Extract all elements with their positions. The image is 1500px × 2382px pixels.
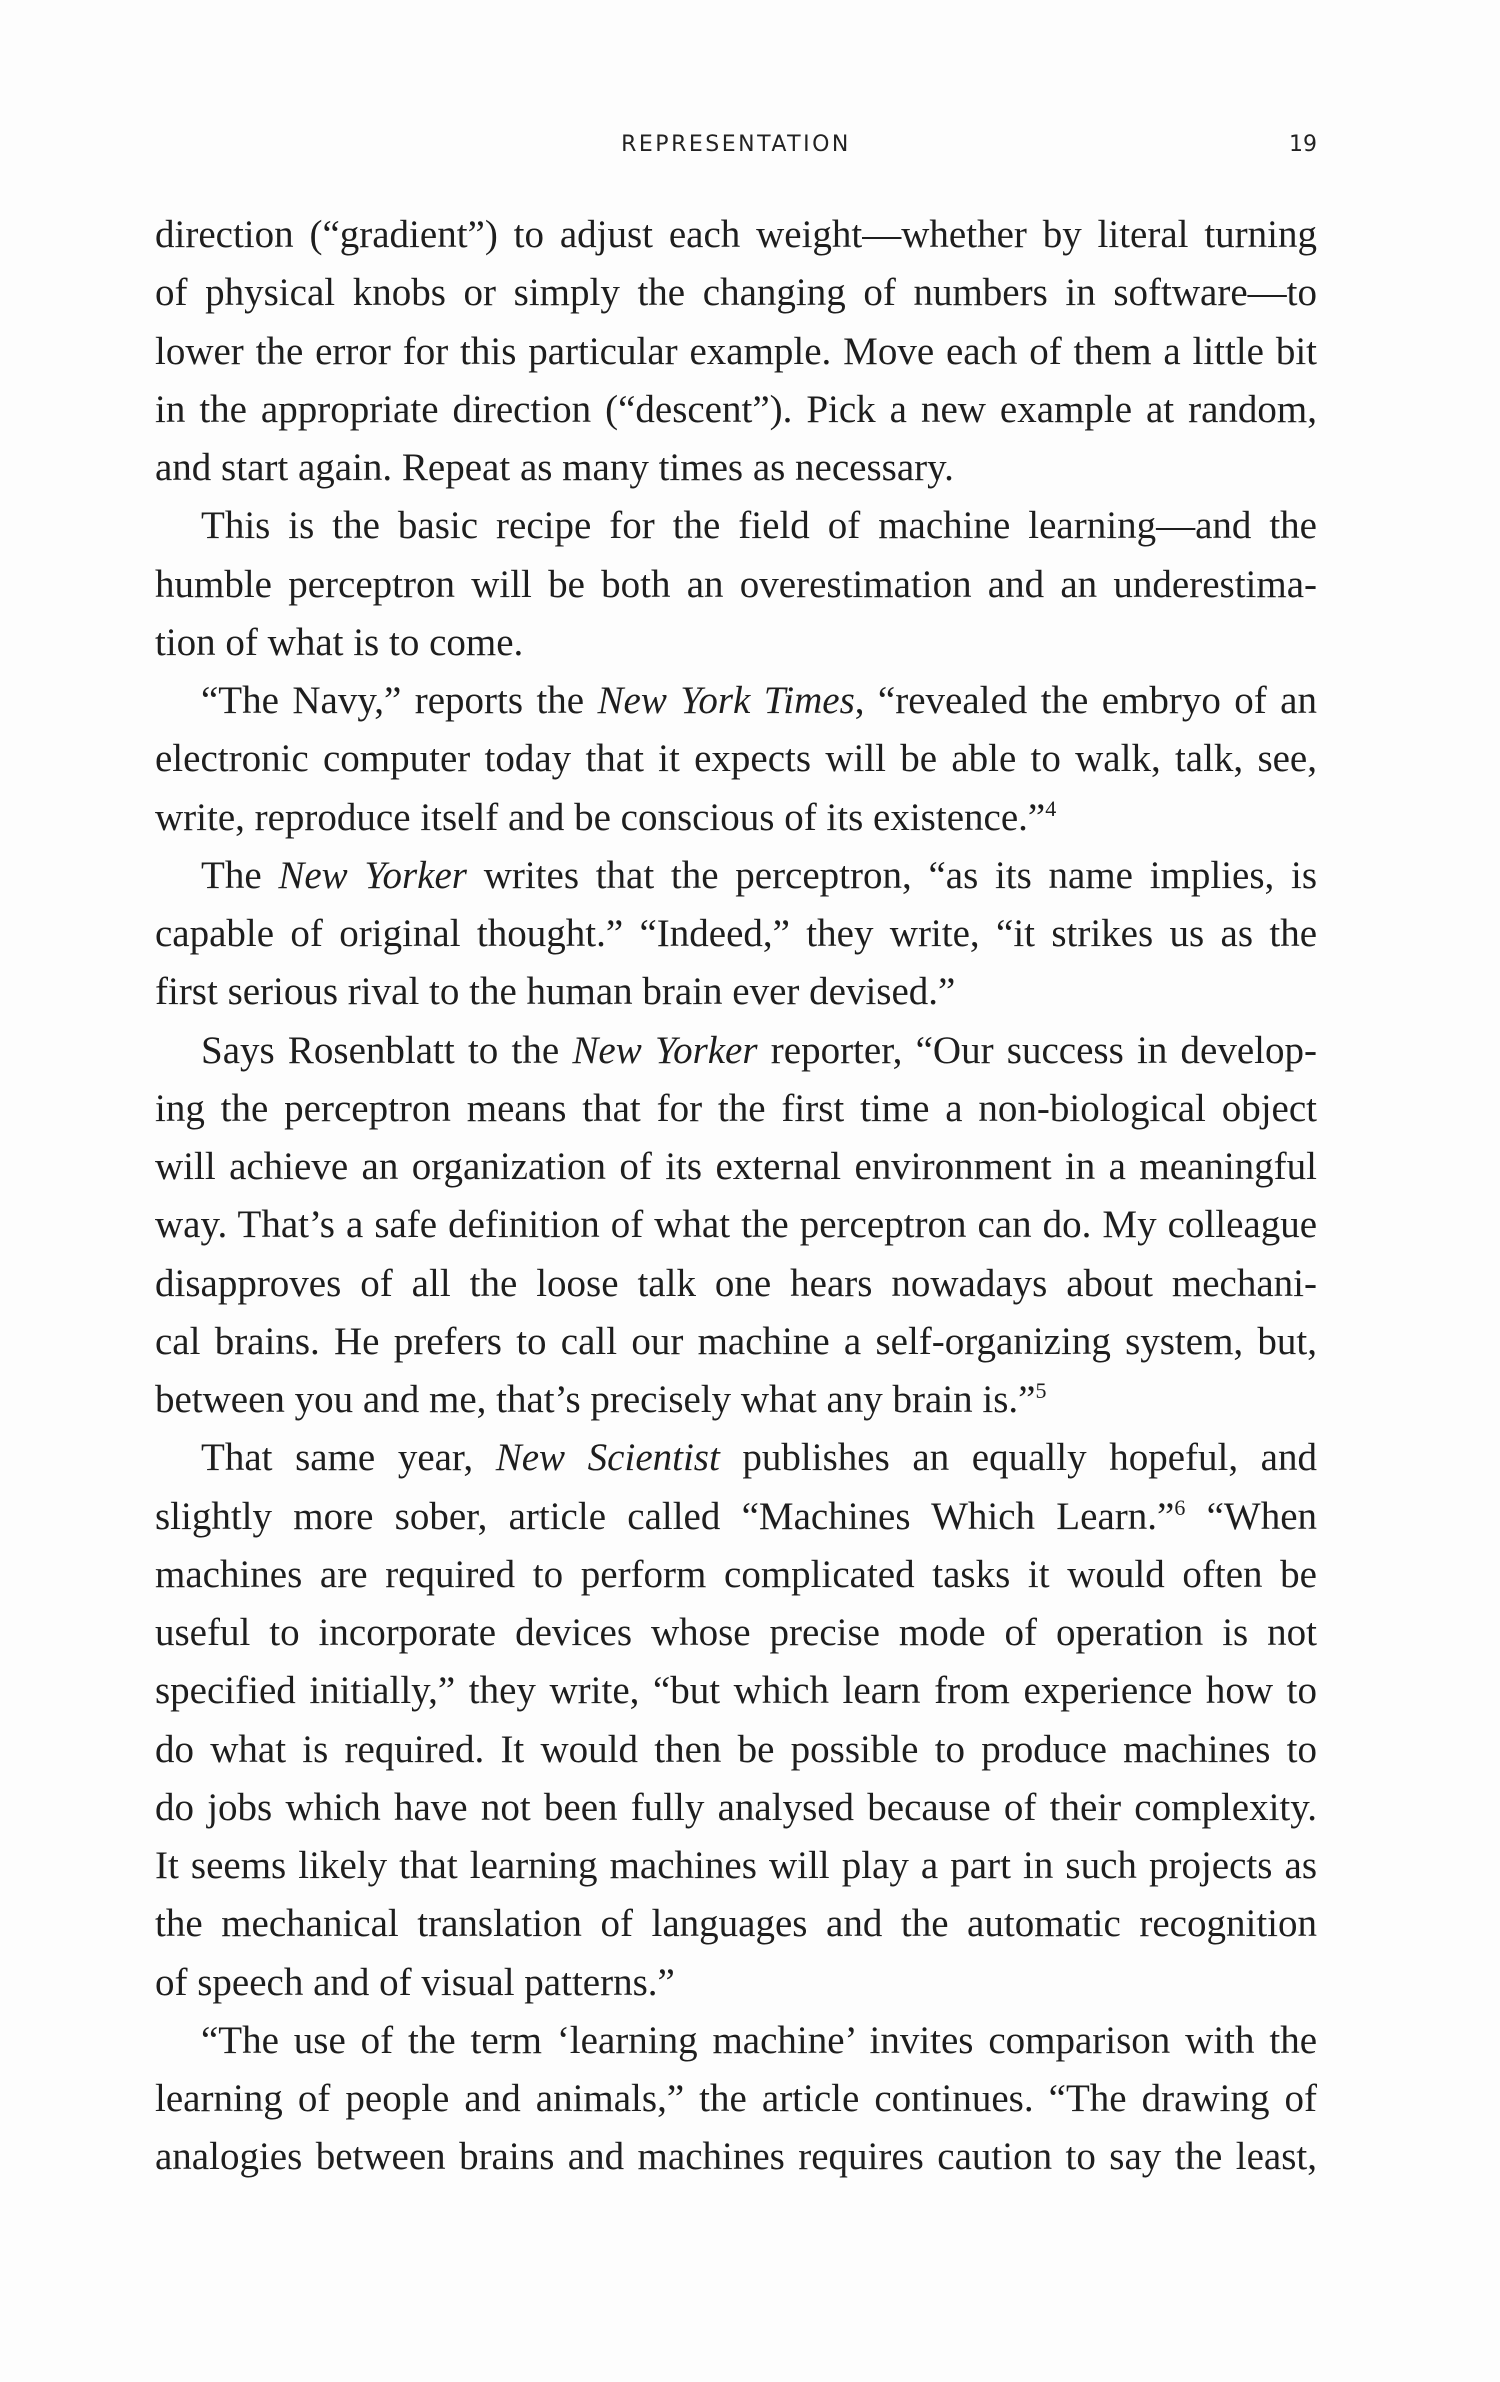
text-run: publishes an equally hopeful, and — [719, 1436, 1317, 1480]
text-run: This is the basic recipe for the field of machine learning—and the — [201, 504, 1317, 548]
paragraph — [155, 206, 1317, 497]
paragraph — [155, 497, 1317, 672]
text-run: machines are required to perform complicated tasks it would often be — [155, 1552, 1317, 1596]
text-run: of physical knobs or simply the changing of numbers in software—to — [155, 271, 1317, 315]
text-line — [155, 2012, 1317, 2070]
text-line — [155, 381, 1317, 439]
text-line — [155, 1371, 1317, 1429]
text-run: writes that the perceptron, “as its name implies, is — [466, 853, 1317, 897]
text-run: It seems likely that learning machines will play a part in such projects as — [155, 1844, 1317, 1887]
text-run: The — [201, 853, 279, 897]
text-line — [155, 556, 1317, 614]
text-run: “When — [1185, 1494, 1317, 1538]
text-line — [155, 497, 1317, 555]
text-line — [155, 672, 1317, 730]
text-run: , “revealed the embryo of an — [854, 679, 1317, 722]
page-number: 19 — [1289, 132, 1317, 157]
text-run: specified initially,” they write, “but which learn from experience how to — [155, 1669, 1317, 1713]
text-run: “The use of the term ‘learning machine’ invites comparison with the — [201, 2018, 1317, 2062]
running-head — [155, 132, 1317, 162]
text-line — [155, 1313, 1317, 1371]
text-line — [155, 730, 1317, 788]
text-run: will achieve an organization of its external environment in a meaningful — [155, 1145, 1317, 1188]
italic-title: New Yorker — [278, 853, 467, 897]
text-run: That same year, — [201, 1436, 496, 1480]
text-line — [155, 1488, 1317, 1546]
text-line — [155, 1138, 1317, 1196]
text-run: and start again. Repeat as many times as necessary. — [155, 446, 954, 489]
paragraph — [155, 1429, 1317, 2012]
text-line — [155, 1895, 1317, 1953]
text-line — [155, 1779, 1317, 1837]
italic-title: New Scientist — [495, 1436, 720, 1480]
text-line — [155, 1604, 1317, 1662]
text-line — [155, 264, 1317, 322]
text-line — [155, 2128, 1317, 2186]
text-line — [155, 789, 1317, 847]
paragraph — [155, 847, 1317, 1022]
footnote-ref: 6 — [1174, 1494, 1186, 1520]
text-run: do what is required. It would then be possible to produce machines to — [155, 1727, 1317, 1771]
text-run: Says Rosenblatt to the — [201, 1028, 573, 1072]
text-run: analogies between brains and machines requires caution to say the least, — [155, 2135, 1317, 2179]
text-line — [155, 1721, 1317, 1779]
text-run: disapproves of all the loose talk one hears nowadays about mechani- — [155, 1261, 1317, 1305]
text-line — [155, 963, 1317, 1021]
text-run: lower the error for this particular example. Move each of them a little bit — [155, 329, 1317, 373]
text-line — [155, 1255, 1317, 1313]
text-run: humble perceptron will be both an overestimation and an underestima- — [155, 562, 1317, 606]
text-line — [155, 1546, 1317, 1604]
text-run: between you and me, that’s precisely what any brain is.” — [155, 1378, 1036, 1421]
text-run: cal brains. He prefers to call our machine a self-organizing system, but, — [155, 1319, 1317, 1363]
chapter-title: REPRESENTATION — [621, 132, 851, 157]
text-line — [155, 1662, 1317, 1720]
text-run: learning of people and animals,” the article continues. “The drawing of — [155, 2077, 1317, 2120]
text-run: in the appropriate direction (“descent”). Pick a new example at random, — [155, 387, 1317, 431]
body-text — [155, 206, 1317, 2187]
text-line — [155, 2070, 1317, 2128]
text-run: capable of original thought.” “Indeed,” they write, “it strikes us as the — [155, 912, 1317, 955]
footnote-ref: 4 — [1045, 795, 1057, 821]
text-run: slightly more sober, article called “Machines Which Learn.” — [155, 1494, 1175, 1538]
text-run: do jobs which have not been fully analysed because of their complexity. — [155, 1785, 1317, 1829]
text-run: write, reproduce itself and be conscious of its existence.” — [155, 795, 1046, 839]
footnote-ref: 5 — [1035, 1378, 1047, 1403]
text-line — [155, 1954, 1317, 2012]
text-run: useful to incorporate devices whose precise mode of operation is not — [155, 1611, 1317, 1654]
paragraph — [155, 672, 1317, 847]
text-run: tion of what is to come. — [155, 620, 524, 664]
text-line — [155, 1429, 1317, 1487]
italic-title: New York Times — [597, 679, 855, 722]
text-line — [155, 905, 1317, 963]
text-line — [155, 439, 1317, 497]
text-line — [155, 323, 1317, 381]
text-line — [155, 847, 1317, 905]
text-run: electronic computer today that it expects will be able to walk, talk, see, — [155, 737, 1317, 781]
text-line — [155, 1022, 1317, 1080]
text-line — [155, 1080, 1317, 1138]
text-run: first serious rival to the human brain ever devised.” — [155, 970, 956, 1014]
text-run: way. That’s a safe definition of what the perceptron can do. My colleague — [155, 1203, 1317, 1247]
text-run: of speech and of visual patterns.” — [155, 1960, 675, 2004]
text-line — [155, 1196, 1317, 1254]
text-run: reporter, “Our success in develop- — [757, 1028, 1317, 1072]
italic-title: New Yorker — [572, 1028, 758, 1072]
text-run: the mechanical translation of languages and the automatic recognition — [155, 1902, 1317, 1946]
text-line — [155, 614, 1317, 672]
text-run: ing the perceptron means that for the first time a non-biological object — [155, 1086, 1317, 1130]
text-line — [155, 1837, 1317, 1895]
paragraph — [155, 2012, 1317, 2187]
text-line — [155, 206, 1317, 264]
paragraph — [155, 1022, 1317, 1430]
text-run: direction (“gradient”) to adjust each weight—whether by literal turning — [155, 213, 1317, 256]
text-run: “The Navy,” reports the — [201, 679, 598, 722]
